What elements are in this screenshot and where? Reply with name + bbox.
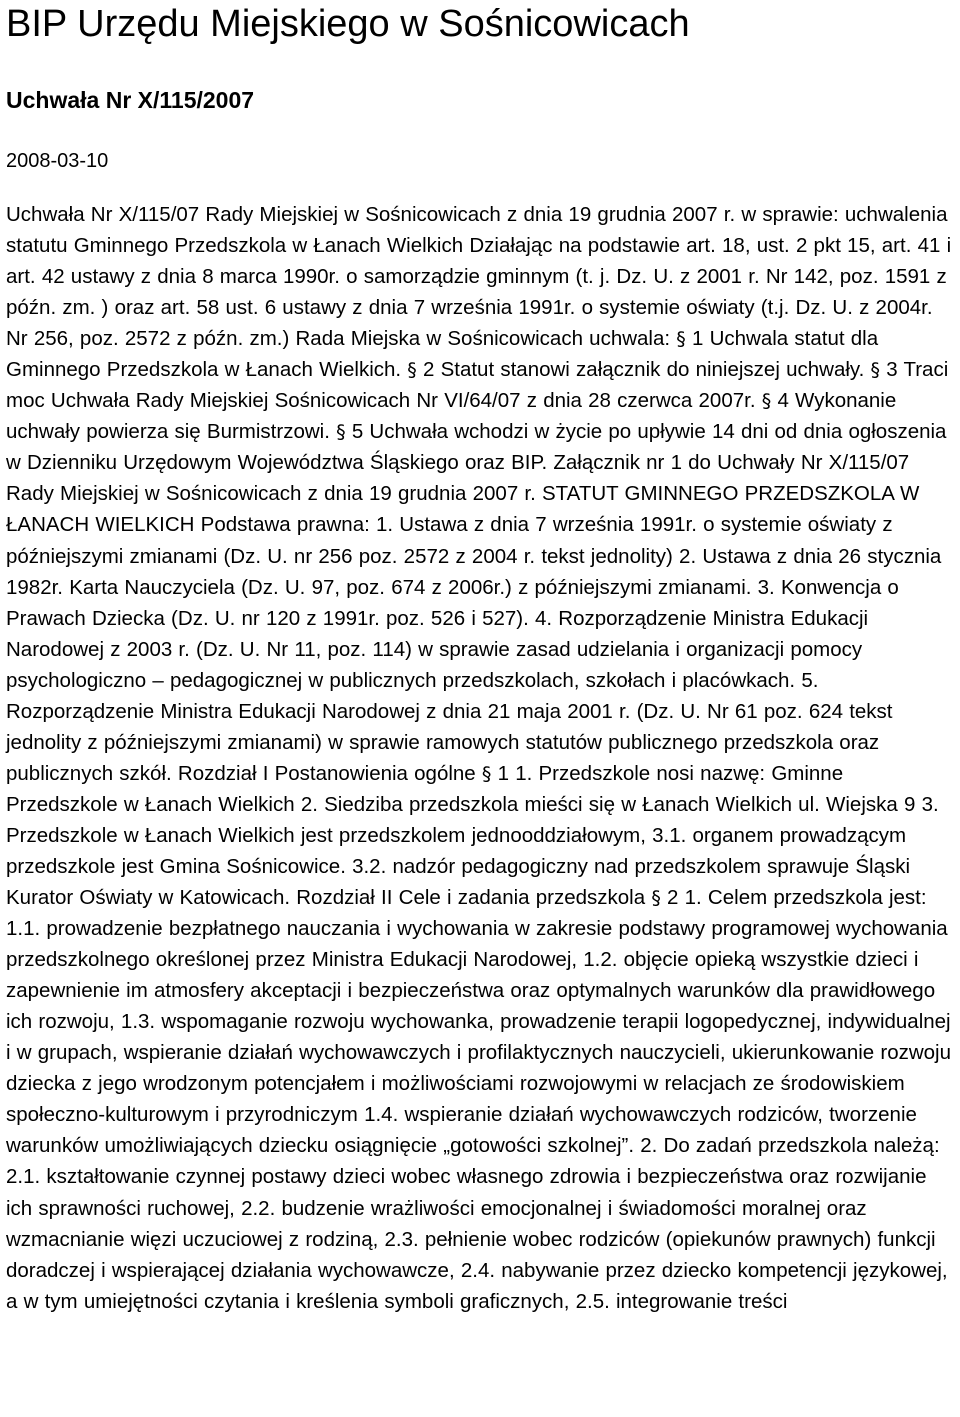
body-text: 1 Uchwala statut dla Gminnego Przedszkola w Łanach Wielkich.	[6, 327, 879, 382]
body-text: 1 1. Przedszkole nosi nazwę: Gminne Przedszkole w Łanach Wielkich 2. Siedziba przedszkola mieści się w Łanach Wielkich ul. Wiejska 9 3. Przedszkole w Łanach Wielkich jest przedszkolem jednooddziałowym, 3.1. organem prowadzącym przedszkole jest Gmina Sośnicowice. 3.2. nadzór pedagogiczny nad przedszkolem sprawuje Śląski Kurator Oświaty w Katowicach. Rozdział II Cele i zadania przedszkola	[6, 761, 939, 910]
section-icon: §	[407, 359, 417, 382]
section-icon: §	[651, 887, 661, 910]
body-text: Uchwała Nr X/115/07 Rady Miejskiej w Sośnicowicach z dnia 19 grudnia 2007 r. w sprawie: uchwalenia statutu Gminnego Przedszkola w Łanach Wielkich Działając na podstawie art. 18, ust. 2 pkt 15, art. 41 i art. 42 ustawy z dnia 8 marca 1990r. o samorządzie gminnym (t. j. Dz. U. z 2001 r. Nr 142, poz. 1591 z późn. zm. ) oraz art. 58 ust. 6 ustawy z dnia 7 września 1991r. o systemie oświaty (t.j. Dz. U. z 2004r. Nr 256, poz. 2572 z późn. zm.) Rada Miejska w Sośnicowicach uchwala:	[6, 203, 952, 351]
document-title: Uchwała Nr X/115/2007	[6, 87, 255, 113]
site-title: BIP Urzędu Miejskiego w Sośnicowicach	[6, 3, 690, 45]
section-icon: §	[336, 421, 346, 444]
body-text: 3 Traci moc Uchwała Rady Miejskiej Sośnicowicach Nr VI/64/07 z dnia 28 czerwca 2007r.	[6, 358, 949, 413]
section-icon: §	[870, 359, 881, 382]
body-text: 2 1. Celem przedszkola jest: 1.1. prowadzenie bezpłatnego nauczania i wychowania w zakresie podstawy programowej wychowania przedszkolnego określonej przez Ministra Edukacji Narodowej, 1.2. objęcie opieką wszystkie dzieci i zapewnienie im atmosfery akceptacji i bezpieczeństwa oraz optymalnych warunków dla prawidłowego ich rozwoju, 1.3. wspomaganie rozwoju wychowanka, prowadzenie terapii logopedycznej, indywidualnej i w grupach, wspieranie działań wychowawczych i profilaktycznych nauczycieli, ukierunkowanie rozwoju dziecka z jego wrodzonym potencjałem i możliwościami rozwojowymi w relacjach ze środowiskiem społeczno-kulturowym i przyrodniczym 1.4. wspieranie działań wychowawczych rodziców, tworzenie warunków umożliwiających dziecku osiągnięcie „gotowości szkolnej”. 2. Do zadań przedszkola należą: 2.1. kształtowanie czynnej postawy dzieci wobec własnego zdrowia i bezpieczeństwa oraz rozwijanie ich sprawności ruchowej, 2.2. budzenie wrażliwości emocjonalnej i świadomości moralnej oraz wzmacnianie więzi uczuciowej z rodziną, 2.3. pełnienie wobec rodziców (opiekunów prawnych) funkcji doradczej i wspierającej działania wychowawcze, 2.4. nabywanie przez dziecko kompetencji językowej, a w tym umiejętności czytania i kreślenia symboli graficznych, 2.5. integrowanie treści	[6, 886, 952, 1313]
section-icon: §	[676, 328, 686, 351]
body-text: 4 Wykonanie uchwały powierza się Burmistrzowi.	[6, 389, 897, 444]
section-icon: §	[761, 390, 772, 413]
body-text: 2 Statut stanowi załącznik do niniejszej uchwały.	[423, 358, 865, 382]
section-icon: §	[481, 762, 492, 785]
document-date: 2008-03-10	[6, 150, 109, 172]
body-text: 5 Uchwała wchodzi w życie po upływie 14 dni od dnia ogłoszenia w Dzienniku Urzędowym Województwa Śląskiego oraz BIP. Załącznik nr 1 do Uchwały Nr X/115/07 Rady Miejskiej w Sośnicowicach z dnia 19 grudnia 2007 r. STATUT GMINNEGO PRZEDSZKOLA W ŁANACH WIELKICH Podstawa prawna: 1. Ustawa z dnia 7 września 1991r. o systemie oświaty z późniejszymi zmianami (Dz. U. nr 256 poz. 2572 z 2004 r. tekst jednolity) 2. Ustawa z dnia 26 stycznia 1982r. Karta Nauczyciela (Dz. U. 97, poz. 674 z 2006r.) z późniejszymi zmianami. 3. Konwencja o Prawach Dziecka (Dz. U. nr 120 z 1991r. poz. 526 i 527). 4. Rozporządzenie Ministra Edukacji Narodowej z 2003 r. (Dz. U. Nr 11, poz. 114) w sprawie zasad udzielania i organizacji pomocy psychologiczno – pedagogicznej w publicznych przedszkolach, szkołach i placówkach. 5. Rozporządzenie Ministra Edukacji Narodowej z dnia 21 maja 2001 r. (Dz. U. Nr 61 poz. 624 tekst jednolity z późniejszymi zmianami) w sprawie ramowych statutów publicznego przedszkola oraz publicznych szkół. Rozdział I Postanowienia ogólne	[6, 420, 947, 785]
document-body	[6, 199, 952, 1317]
